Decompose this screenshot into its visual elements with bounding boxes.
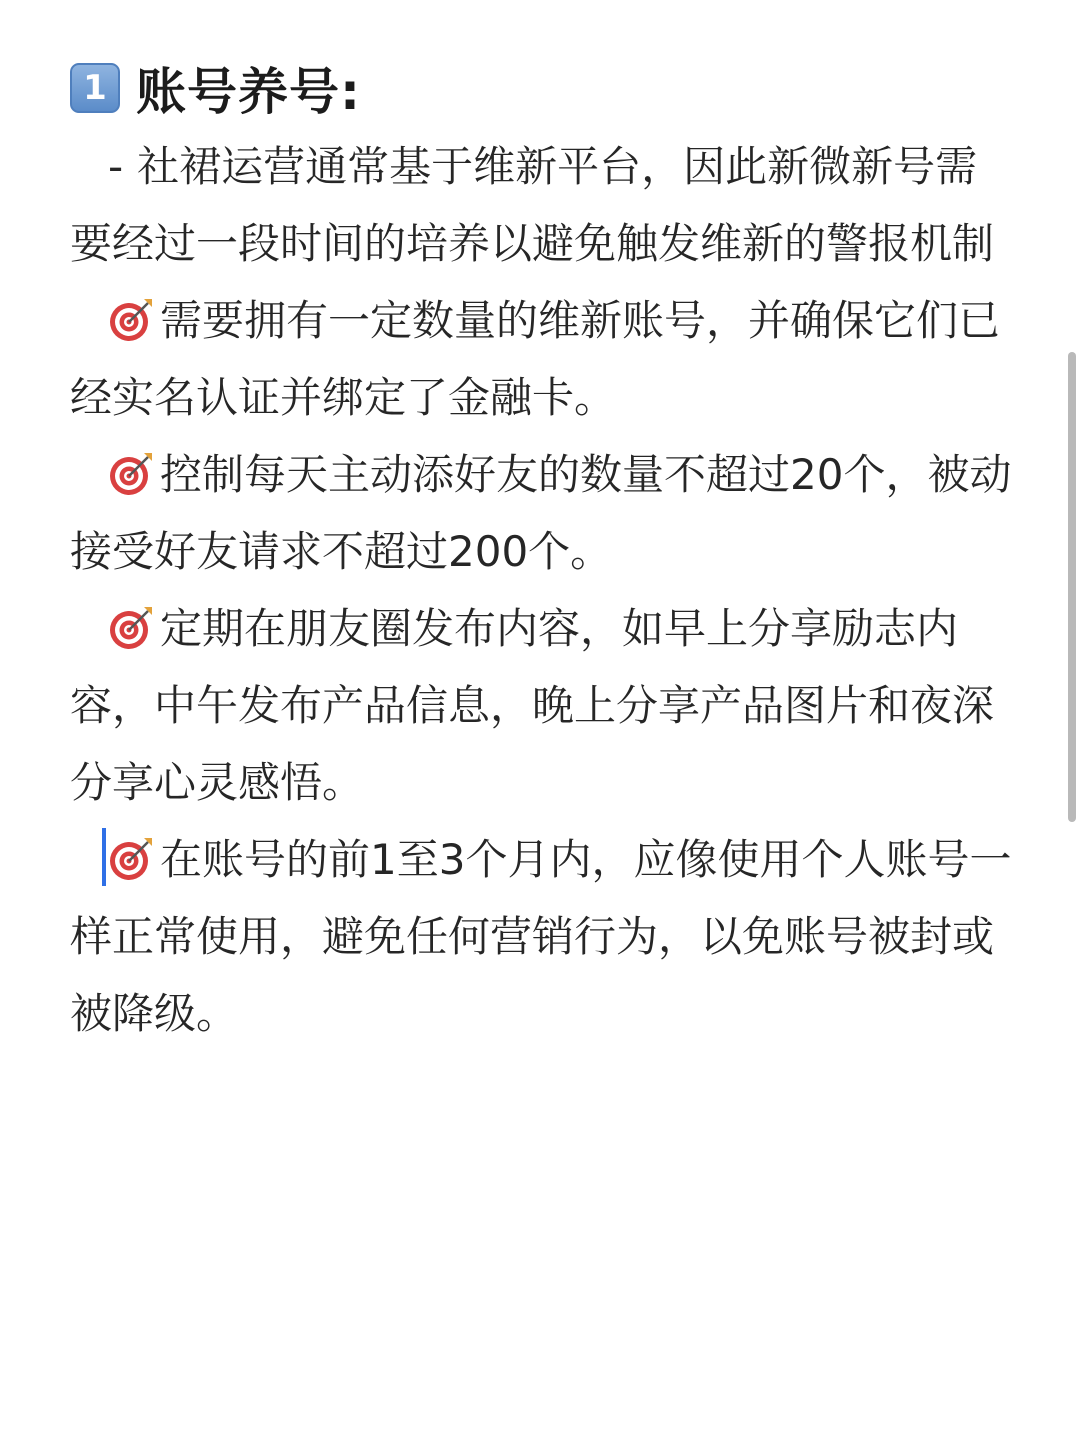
target-icon: [108, 605, 154, 651]
point-paragraph-2[interactable]: [70, 436, 1015, 590]
intro-text: 社裙运营通常基于维新平台，因此新微新号需要经过一段时间的培养以避免触发维新的警报机制: [70, 142, 995, 268]
point-paragraph-1[interactable]: [70, 282, 1015, 436]
post-content: [70, 52, 1015, 1052]
target-icon: [108, 836, 154, 882]
dash-bullet: -: [108, 142, 124, 191]
target-icon: [108, 297, 154, 343]
point-text: 控制每天主动添好友的数量不超过20个，被动接受好友请求不超过200个。: [70, 450, 1012, 576]
point-text: 定期在朋友圈发布内容，如早上分享励志内容，中午发布产品信息，晚上分享产品图片和夜深分享心灵感悟。: [70, 604, 995, 807]
scrollbar[interactable]: [1068, 352, 1076, 822]
keycap-one-icon: 1: [70, 63, 120, 113]
point-text: 需要拥有一定数量的维新账号，并确保它们已经实名认证并绑定了金融卡。: [70, 296, 1001, 422]
point-text: 在账号的前1至3个月内，应像使用个人账号一样正常使用，避免任何营销行为，以免账号被封或被降级。: [70, 835, 1012, 1038]
intro-paragraph[interactable]: [70, 128, 1015, 282]
section-heading: [70, 52, 1015, 124]
text-cursor: [102, 828, 106, 886]
section-title: 账号养号:: [136, 63, 361, 121]
point-paragraph-3[interactable]: [70, 590, 1015, 821]
target-icon: [108, 451, 154, 497]
point-paragraph-4[interactable]: [70, 821, 1015, 1052]
